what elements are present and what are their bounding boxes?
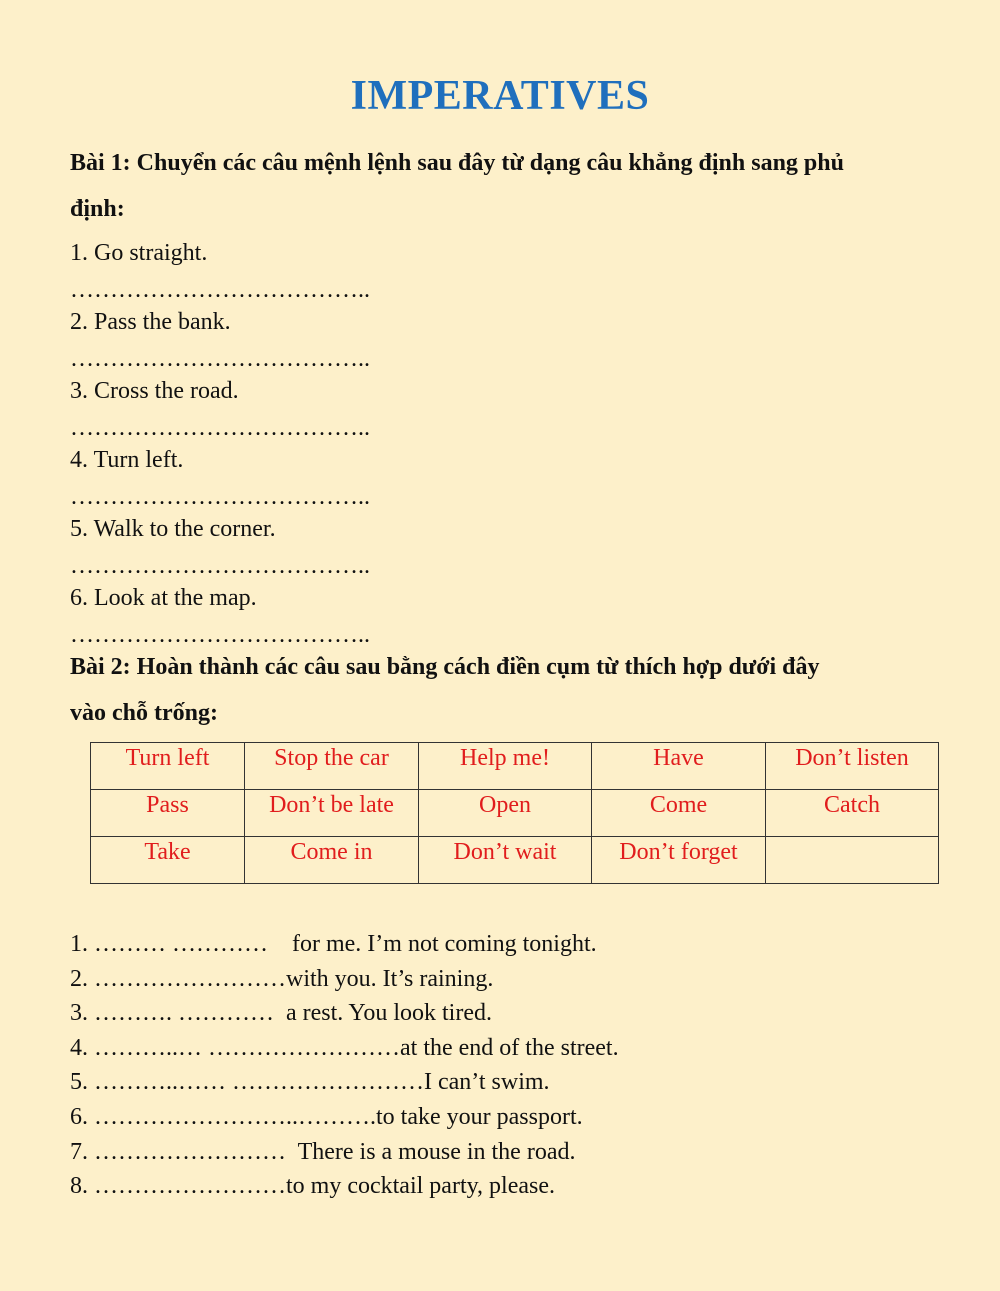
answer-blank: ………………………………..	[70, 622, 370, 648]
phrase-table-row	[91, 790, 939, 837]
exercise-1-item: 3. Cross the road.	[70, 378, 239, 404]
phrase-cell: Don’t wait	[419, 837, 592, 884]
answer-blank: ………………………………..	[70, 346, 370, 372]
phrase-cell: Open	[419, 790, 592, 837]
exercise-2-sentence: 1. ……… ………… for me. I’m not coming tonight.	[70, 931, 597, 957]
page-title: IMPERATIVES	[350, 73, 650, 119]
exercise-1-item: 6. Look at the map.	[70, 585, 257, 611]
exercise-2-sentence: 8. ……………………to my cocktail party, please.	[70, 1173, 556, 1199]
exercise-2-sentence: 2. ……………………with you. It’s raining.	[70, 966, 494, 992]
answer-blank: ………………………………..	[70, 484, 370, 510]
phrase-cell: Come	[592, 790, 766, 837]
exercise-1-item: 1. Go straight.	[70, 240, 208, 266]
exercise-2-heading	[70, 644, 930, 736]
exercise-1-heading-line-1: Bài 1: Chuyển các câu mệnh lệnh sau đây từ dạng câu khẳng định sang phủ	[70, 150, 844, 176]
exercise-2-sentence: 5. ………..…… ……………………I can’t swim.	[70, 1069, 550, 1095]
exercise-2-sentence: 4. ………..… ……………………at the end of the street.	[70, 1035, 619, 1061]
phrase-cell: Don’t forget	[592, 837, 766, 884]
phrase-cell: Don’t listen	[766, 743, 939, 790]
phrase-cell: Don’t be late	[245, 790, 419, 837]
exercise-1-heading	[70, 140, 930, 232]
answer-blank: ………………………………..	[70, 415, 370, 441]
phrase-cell: Take	[91, 837, 245, 884]
phrase-cell: Catch	[766, 790, 939, 837]
exercise-2-heading-line-1: Bài 2: Hoàn thành các câu sau bằng cách điền cụm từ thích hợp dưới đây	[70, 654, 820, 680]
exercise-1-item: 2. Pass the bank.	[70, 309, 231, 335]
answer-blank: ………………………………..	[70, 553, 370, 579]
phrase-cell: Stop the car	[245, 743, 419, 790]
exercise-1-heading-line-2: định:	[70, 196, 125, 222]
phrase-table-row	[91, 837, 939, 884]
exercise-2-sentence: 6. ……………………..……….to take your passport.	[70, 1104, 583, 1130]
answer-blank: ………………………………..	[70, 277, 370, 303]
phrase-cell: Help me!	[419, 743, 592, 790]
phrase-table-row	[91, 743, 939, 790]
exercise-2-sentence: 7. …………………… There is a mouse in the road.	[70, 1139, 576, 1165]
phrase-cell: Pass	[91, 790, 245, 837]
exercise-2-sentence: 3. ………. ………… a rest. You look tired.	[70, 1000, 492, 1026]
phrase-cell: Come in	[245, 837, 419, 884]
phrase-cell: Turn left	[91, 743, 245, 790]
exercise-2-heading-line-2: vào chỗ trống:	[70, 700, 218, 726]
phrase-table	[90, 742, 939, 884]
exercise-1-item: 4. Turn left.	[70, 447, 184, 473]
phrase-cell	[766, 837, 939, 884]
phrase-cell: Have	[592, 743, 766, 790]
exercise-1-item: 5. Walk to the corner.	[70, 516, 276, 542]
